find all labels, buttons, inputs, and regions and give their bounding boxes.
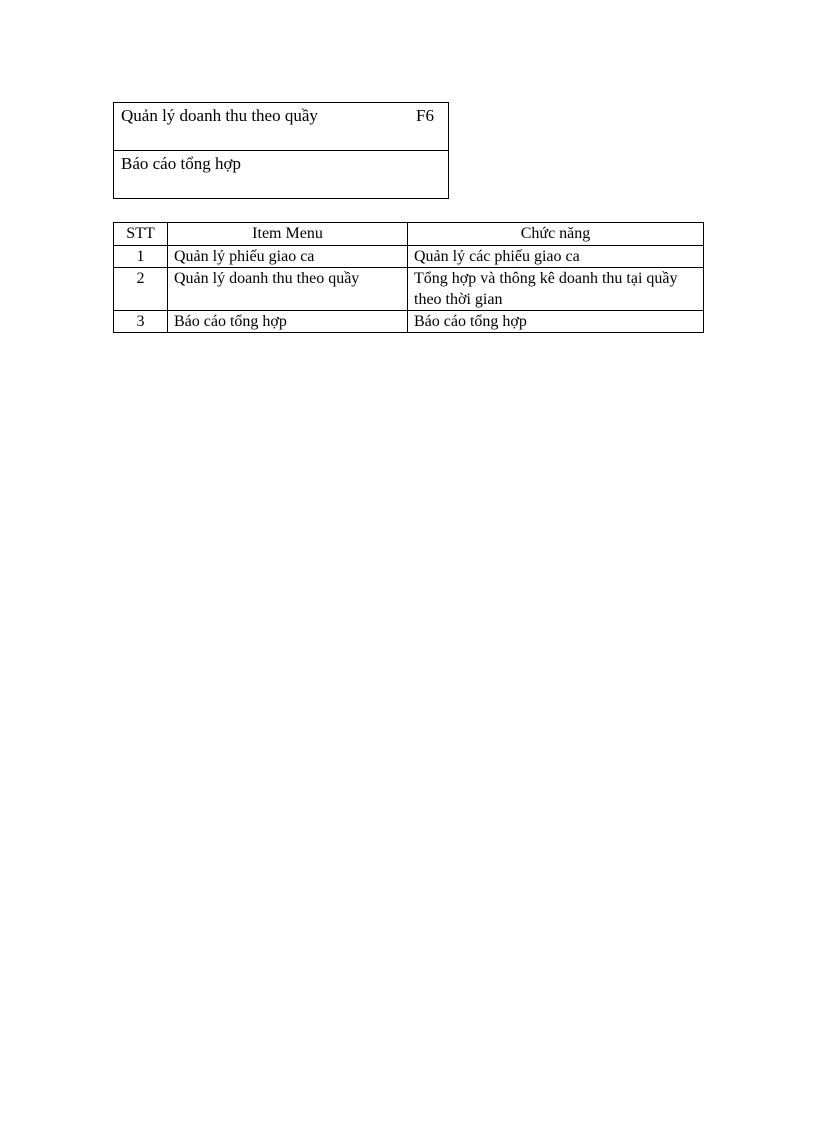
cell-function: Báo cáo tổng hợp [408,311,704,333]
cell-item: Quản lý phiếu giao ca [168,246,408,268]
cell-item: Báo cáo tổng hợp [168,311,408,333]
table-row [114,268,704,311]
cell-stt: 1 [114,246,168,268]
menu-row-label: Quản lý doanh thu theo quầy [121,106,318,125]
header-function: Chức năng [408,223,704,246]
menu-row-revenue-by-counter [114,103,448,151]
table-row [114,311,704,333]
cell-function: Tổng hợp và thông kê doanh thu tại quầy theo thời gian [408,268,704,311]
table-row [114,246,704,268]
header-item-menu: Item Menu [168,223,408,246]
cell-stt: 3 [114,311,168,333]
menu-row-shortcut: F6 [416,106,434,125]
cell-function: Quản lý các phiếu giao ca [408,246,704,268]
cell-stt: 2 [114,268,168,311]
header-stt: STT [114,223,168,246]
function-table [113,222,704,333]
table-header-row [114,223,704,246]
menu-row-label: Báo cáo tổng hợp [121,154,241,173]
menu-box [113,102,449,199]
menu-row-summary-report [114,151,448,198]
cell-item: Quản lý doanh thu theo quầy [168,268,408,311]
